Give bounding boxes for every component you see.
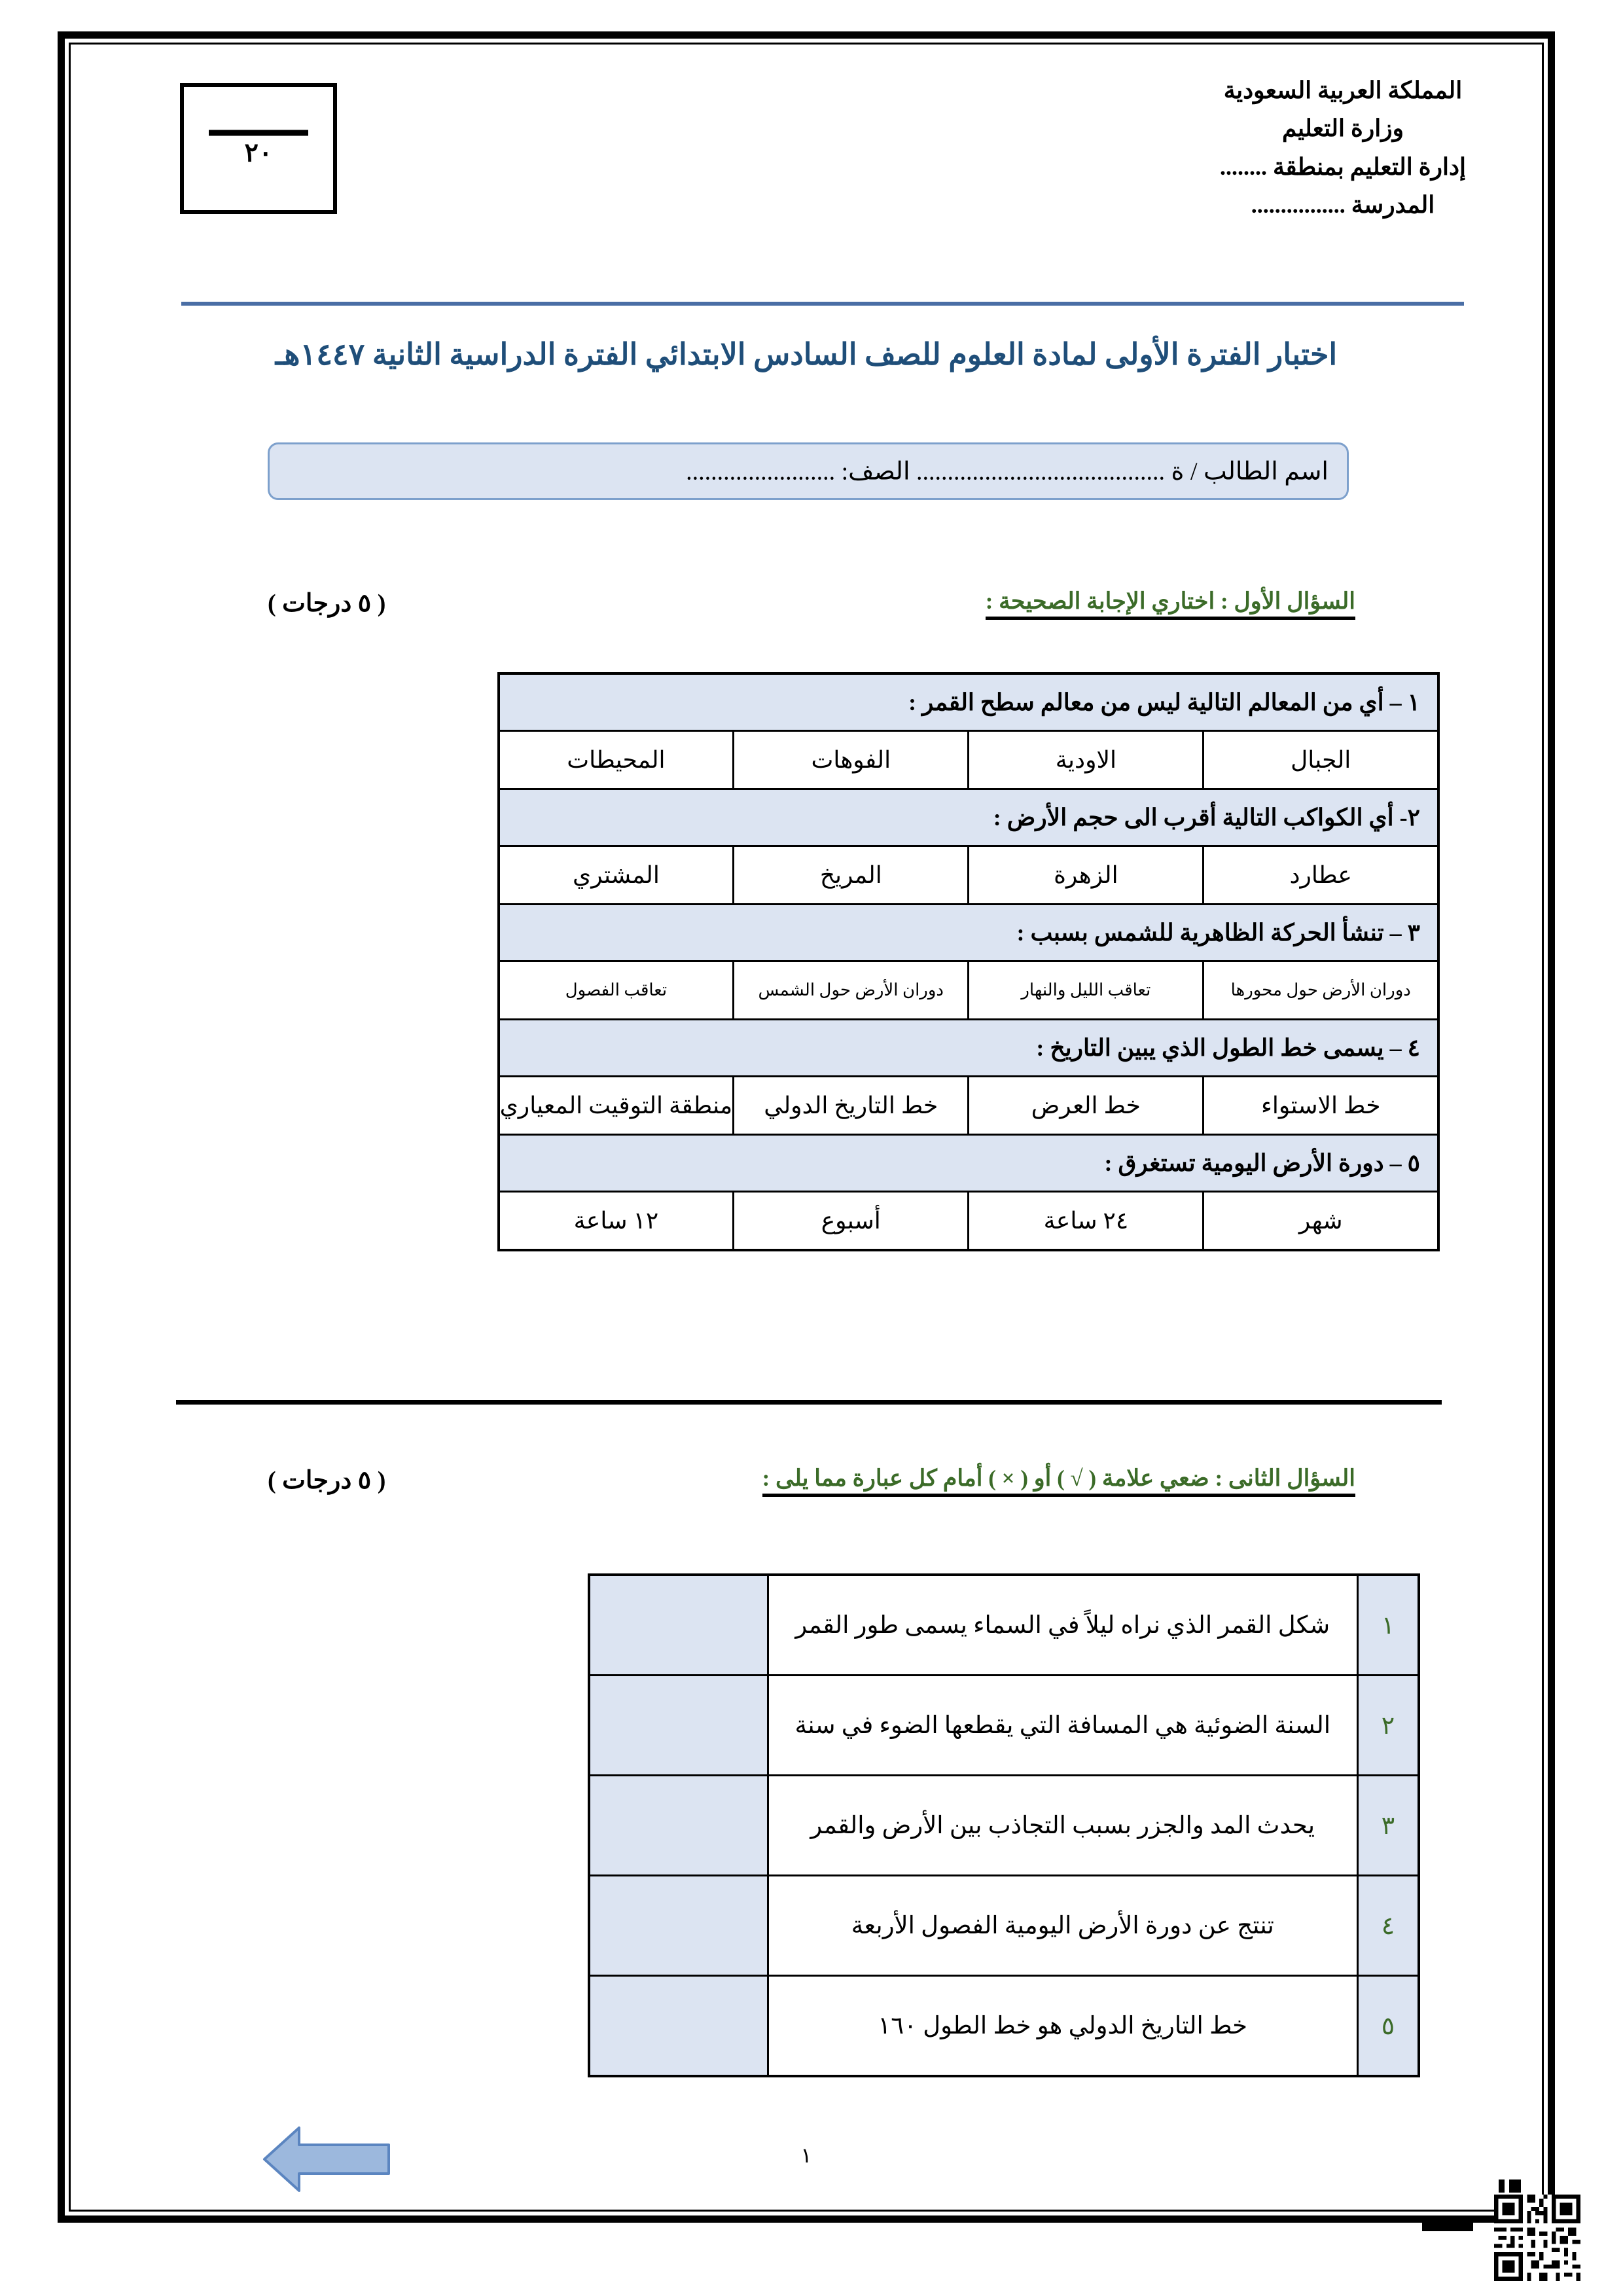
table-row bbox=[589, 1976, 1419, 2077]
mcq-option[interactable]: عطارد bbox=[1204, 846, 1438, 905]
mcq-option[interactable]: دوران الأرض حول محورها bbox=[1204, 961, 1438, 1020]
mcq-option[interactable]: خط الاستواء bbox=[1204, 1077, 1438, 1135]
mcq-option[interactable]: ٢٤ ساعة bbox=[969, 1192, 1204, 1251]
table-row bbox=[499, 789, 1438, 846]
row-number: ١ bbox=[1358, 1575, 1419, 1676]
mcq-option[interactable]: دوران الأرض حول الشمس bbox=[734, 961, 969, 1020]
ministry-block bbox=[1220, 71, 1466, 224]
exam-title: اختبار الفترة الأولى لمادة العلوم للصف السادس الابتدائي الفترة الدراسية الثانية ١٤٤٧هـ bbox=[275, 338, 1338, 371]
statement-text: خط التاريخ الدولي هو خط الطول ١٦٠ bbox=[768, 1976, 1358, 2077]
statement-text: يحدث المد والجزر بسبب التجاذب بين الأرض والقمر bbox=[768, 1776, 1358, 1876]
page-number: ١ bbox=[800, 2144, 812, 2167]
ministry-line-country: المملكة العربية السعودية bbox=[1223, 77, 1463, 103]
question2-heading-row bbox=[65, 1465, 1548, 1505]
answer-cell[interactable] bbox=[589, 1976, 768, 2077]
section-divider bbox=[176, 1400, 1442, 1405]
ministry-line-ministry: وزارة التعليم bbox=[1282, 115, 1404, 142]
table-row bbox=[589, 1876, 1419, 1976]
table-row bbox=[589, 1575, 1419, 1676]
question1-marks: ( ٥ درجات ) bbox=[268, 590, 386, 617]
mcq-option[interactable]: الفوهات bbox=[734, 731, 969, 789]
question1-heading-row bbox=[65, 588, 1548, 628]
mcq-option[interactable]: الجبال bbox=[1204, 731, 1438, 789]
mcq-option[interactable]: أسبوع bbox=[734, 1192, 969, 1251]
statement-text: السنة الضوئية هي المسافة التي يقطعها الضوء في سنة bbox=[768, 1676, 1358, 1776]
table-row bbox=[499, 1020, 1438, 1077]
mcq-prompt: ٤ – يسمى خط الطول الذي يبين التاريخ : bbox=[499, 1020, 1438, 1077]
mcq-option[interactable]: تعاقب الفصول bbox=[499, 961, 734, 1020]
mcq-option[interactable]: المريخ bbox=[734, 846, 969, 905]
mcq-prompt: ٣ – تنشأ الحركة الظاهرية للشمس بسبب : bbox=[499, 905, 1438, 961]
qr-code-icon bbox=[1494, 2195, 1580, 2281]
table-row bbox=[499, 1135, 1438, 1192]
question1-title: السؤال الأول : اختاري الإجابة الصحيحة : bbox=[986, 588, 1355, 620]
grade-fraction bbox=[184, 130, 333, 168]
mcq-option[interactable]: شهر bbox=[1204, 1192, 1438, 1251]
question2-marks: ( ٥ درجات ) bbox=[268, 1467, 386, 1494]
answer-cell[interactable] bbox=[589, 1676, 768, 1776]
table-row bbox=[499, 673, 1438, 731]
table-row bbox=[499, 846, 1438, 905]
mcq-option[interactable]: خط التاريخ الدولي bbox=[734, 1077, 969, 1135]
statement-text: شكل القمر الذي نراه ليلاً في السماء يسمى طور القمر bbox=[768, 1575, 1358, 1676]
grade-total: ٢٠ bbox=[244, 137, 273, 168]
answer-cell[interactable] bbox=[589, 1575, 768, 1676]
mcq-option[interactable]: الاودية bbox=[969, 731, 1204, 789]
page-border bbox=[58, 31, 1555, 2223]
row-number: ٢ bbox=[1358, 1676, 1419, 1776]
mcq-option[interactable]: ١٢ ساعة bbox=[499, 1192, 734, 1251]
answer-cell[interactable] bbox=[589, 1776, 768, 1876]
table-row bbox=[499, 961, 1438, 1020]
mcq-option[interactable]: الزهرة bbox=[969, 846, 1204, 905]
table-row bbox=[499, 1192, 1438, 1251]
table-row bbox=[499, 1077, 1438, 1135]
row-number: ٤ bbox=[1358, 1876, 1419, 1976]
document-header bbox=[65, 63, 1548, 253]
ministry-line-region: إدارة التعليم بمنطقة ........ bbox=[1220, 153, 1466, 180]
table-row bbox=[589, 1776, 1419, 1876]
ministry-line-school: المدرسة ................ bbox=[1251, 191, 1435, 218]
table-row bbox=[499, 905, 1438, 961]
statement-text: تنتج عن دورة الأرض اليومية الفصول الأربعة bbox=[768, 1876, 1358, 1976]
mcq-option[interactable]: منطقة التوقيت المعياري bbox=[499, 1077, 734, 1135]
page-content bbox=[65, 39, 1548, 2215]
fraction-bar bbox=[209, 130, 308, 136]
qr-side-marks-icon bbox=[1422, 2215, 1473, 2231]
student-name-field-label: اسم الطالب / ة ........................................ الصف: ........................ bbox=[686, 457, 1329, 486]
mcq-option[interactable]: تعاقب الليل والنهار bbox=[969, 961, 1204, 1020]
multiple-choice-table bbox=[497, 672, 1440, 1251]
mcq-option[interactable]: المشتري bbox=[499, 846, 734, 905]
row-number: ٥ bbox=[1358, 1976, 1419, 2077]
mcq-prompt: ٢- أي الكواكب التالية أقرب الى حجم الأرض : bbox=[499, 789, 1438, 846]
mcq-prompt: ٥ – دورة الأرض اليومية تستغرق : bbox=[499, 1135, 1438, 1192]
student-info-box[interactable] bbox=[268, 442, 1349, 500]
table-row bbox=[589, 1676, 1419, 1776]
question2-title: السؤال الثانى : ضعي علامة ( √ ) أو ( × ) أمام كل عبارة مما يلى : bbox=[762, 1465, 1355, 1497]
mcq-option[interactable]: المحيطات bbox=[499, 731, 734, 789]
mcq-prompt: ١ – أي من المعالم التالية ليس من معالم سطح القمر : bbox=[499, 673, 1438, 731]
grade-score-box[interactable] bbox=[180, 83, 337, 214]
row-number: ٣ bbox=[1358, 1776, 1419, 1876]
table-row bbox=[499, 731, 1438, 789]
true-false-table bbox=[588, 1573, 1421, 2077]
answer-cell[interactable] bbox=[589, 1876, 768, 1976]
mcq-option[interactable]: خط العرض bbox=[969, 1077, 1204, 1135]
header-divider bbox=[181, 302, 1464, 306]
qr-top-marks-icon bbox=[1499, 2179, 1521, 2193]
